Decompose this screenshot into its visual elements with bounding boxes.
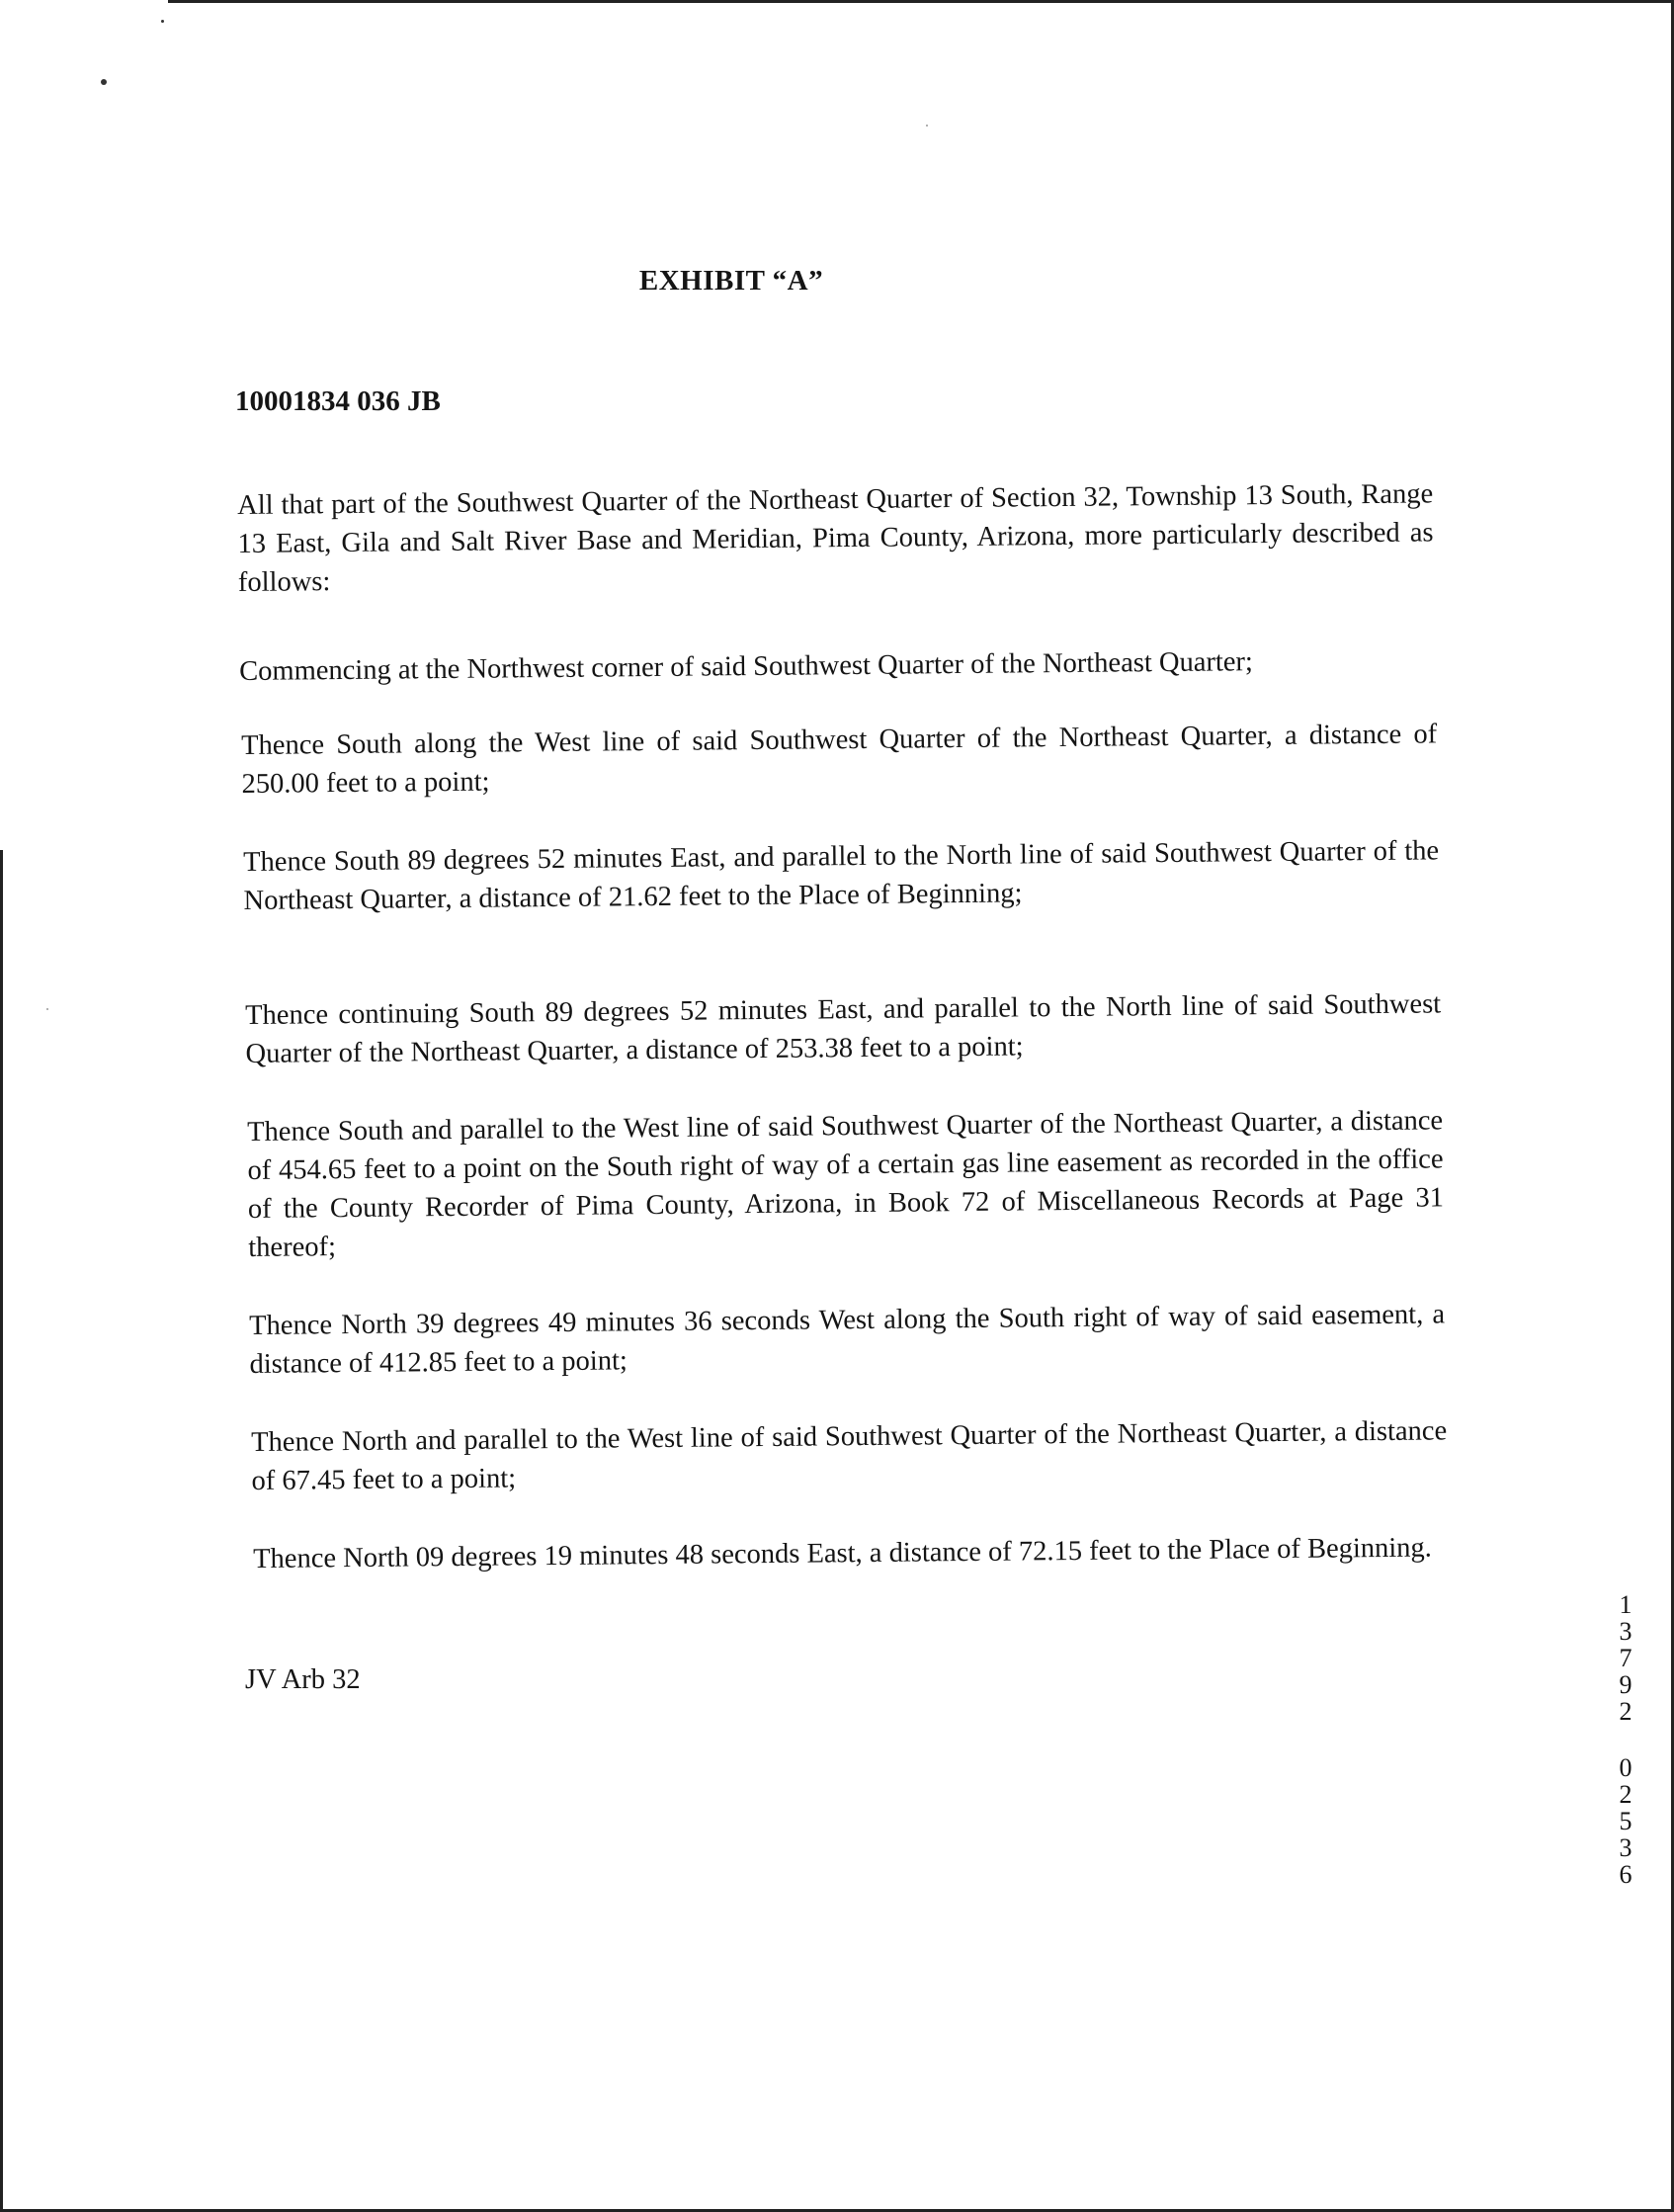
scan-speck: [101, 79, 107, 85]
legal-description-paragraph: Thence South 89 degrees 52 minutes East, and parallel to the North line of said Southwest Quarter of the Northeast Quarter, a distance of 21.62 feet to the Place of Beginning;: [243, 835, 1440, 916]
legal-description-paragraph: Thence North and parallel to the West line of said Southwest Quarter of the Northeast Quarter, a distance of 67.45 feet to a point;: [251, 1415, 1448, 1496]
footer-note: JV Arb 32: [245, 1664, 361, 1695]
legal-description-paragraph: Thence North 39 degrees 49 minutes 36 seconds West along the South right of way of said easement, a distance of 412.85 feet to a point;: [249, 1299, 1446, 1380]
legal-description-paragraph: Thence North 09 degrees 19 minutes 48 seconds East, a distance of 72.15 feet to the Place of Beginning.: [253, 1532, 1432, 1574]
legal-description-paragraph: Thence South and parallel to the West line of said Southwest Quarter of the Northeast Quarter, a distance of 454.65 feet to a point on the South right of way of a certain gas line easement as recorded in the office of the County Recorder of Pima County, Arizona, in Book 72 of Miscellaneous Records at Page 31 thereof;: [247, 1105, 1445, 1263]
stamp-digit: 1: [1619, 1590, 1632, 1619]
legal-description-paragraph: Thence continuing South 89 degrees 52 minutes East, and parallel to the North line of said Southwest Quarter of the Northeast Quarter, a distance of 253.38 feet to a point;: [245, 988, 1442, 1069]
scan-border-left: [0, 850, 3, 2212]
stamp-digit: 5: [1619, 1807, 1632, 1835]
legal-description-paragraph: Commencing at the Northwest corner of said Southwest Quarter of the Northeast Quarter;: [239, 646, 1254, 687]
stamp-gap: [1611, 1725, 1640, 1754]
legal-description-paragraph: All that part of the Southwest Quarter of the Northeast Quarter of Section 32, Township 13 South, Range 13 East, Gila and Salt River Base and Meridian, Pima County, Arizona, more particularly described as follows:: [237, 478, 1434, 598]
scan-speck: [161, 20, 164, 23]
recording-stamp: [1611, 1591, 1640, 1888]
reference-number: 10001834 036 JB: [235, 385, 441, 417]
stamp-digit: 7: [1619, 1644, 1632, 1672]
legal-description-paragraph: Thence South along the West line of said Southwest Quarter of the Northeast Quarter, a distance of 250.00 feet to a point;: [241, 719, 1438, 800]
scan-speck: [926, 125, 928, 127]
stamp-digit: 3: [1619, 1617, 1632, 1646]
stamp-digit: 9: [1619, 1670, 1632, 1699]
scan-border-top: [168, 0, 1674, 3]
stamp-digit: 0: [1619, 1753, 1632, 1782]
stamp-digit: 2: [1619, 1780, 1632, 1809]
exhibit-title: EXHIBIT “A”: [638, 265, 824, 297]
stamp-digit: 2: [1619, 1697, 1632, 1726]
stamp-digit: 6: [1619, 1860, 1632, 1889]
scan-speck: [46, 1008, 48, 1010]
stamp-digit: 3: [1619, 1833, 1632, 1862]
